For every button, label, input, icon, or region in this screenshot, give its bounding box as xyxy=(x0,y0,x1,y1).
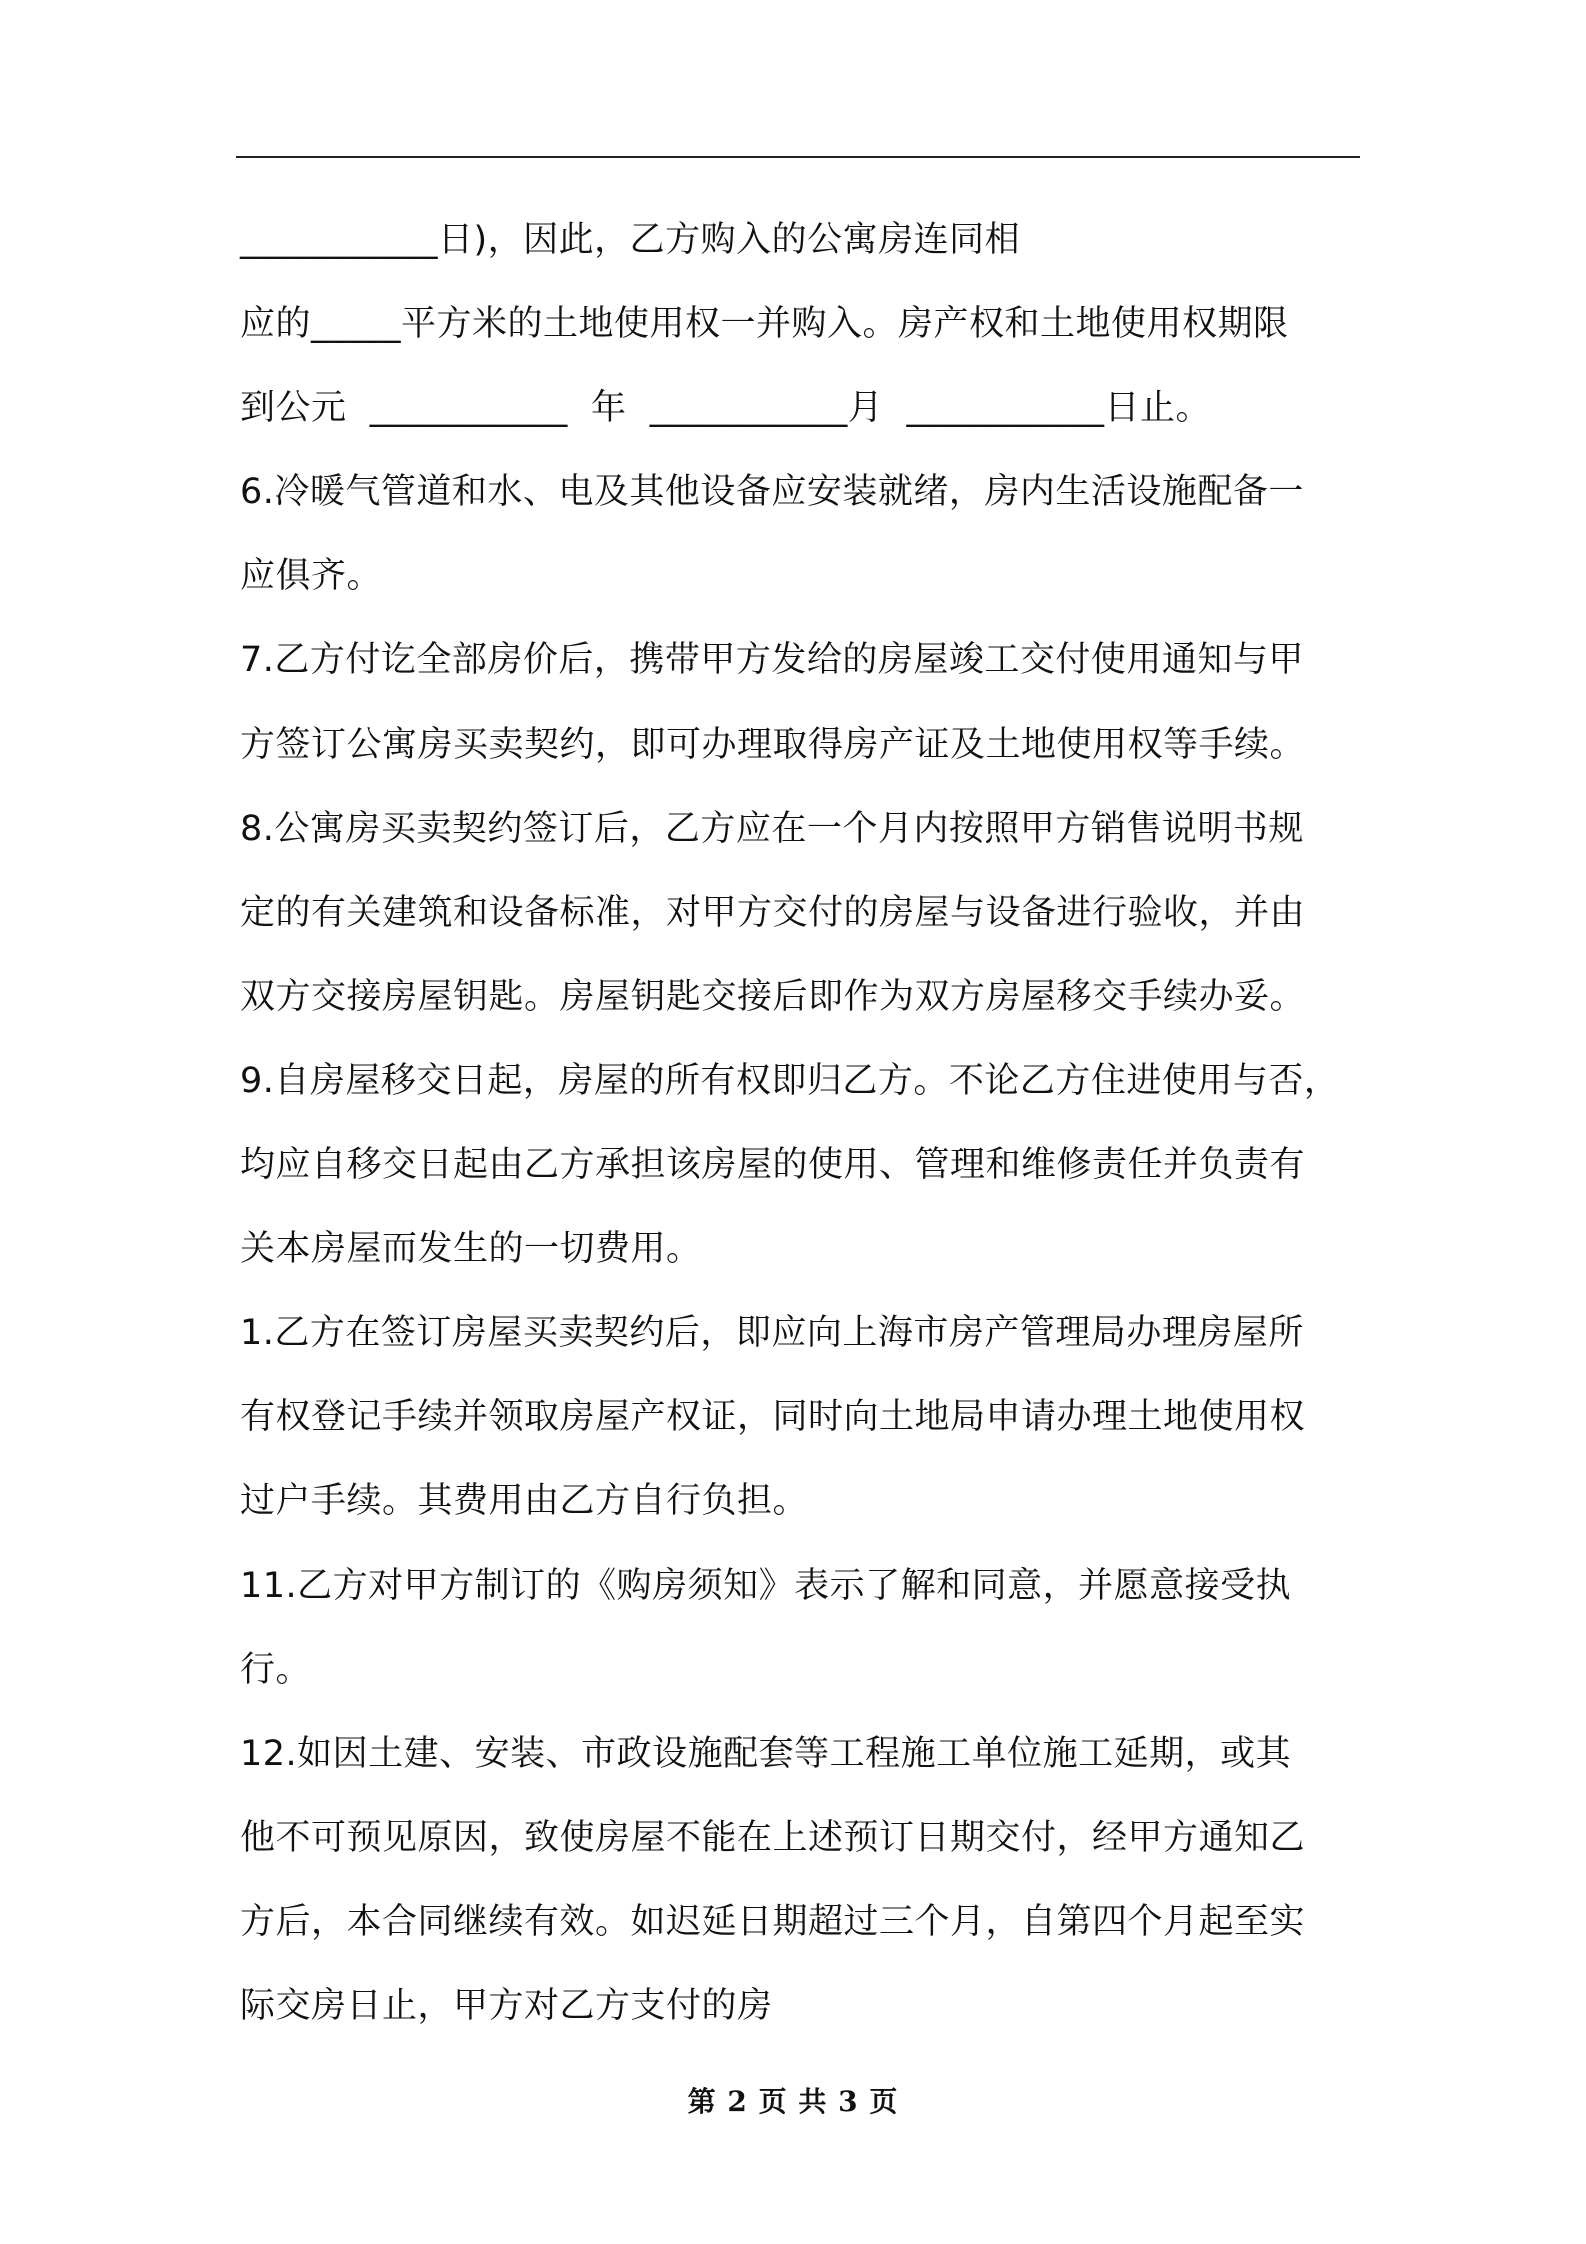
text-line: 行。 xyxy=(240,1649,312,1690)
text-line: 8.公寓房买卖契约签订后，乙方应在一个月内按照甲方销售说明书规 xyxy=(240,808,1304,849)
text-line: 定的有关建筑和设备标准，对甲方交付的房屋与设备进行验收，并由 xyxy=(240,892,1306,933)
page-number: 第 2 页 共 3 页 xyxy=(687,2085,899,2118)
text-line: 11.乙方对甲方制订的《购房须知》表示了解和同意，并愿意接受执 xyxy=(240,1565,1292,1606)
text-line: 方签订公寓房买卖契约，即可办理取得房产证及土地使用权等手续。 xyxy=(240,724,1306,765)
text-line: 12.如因土建、安装、市政设施配套等工程施工单位施工延期，或其 xyxy=(240,1733,1292,1774)
text-line: 他不可预见原因，致使房屋不能在上述预订日期交付，经甲方通知乙 xyxy=(240,1817,1306,1858)
text-line: 应的_____平方米的土地使用权一并购入。房产权和土地使用权期限 xyxy=(240,304,1289,345)
text-line: 1.乙方在签订房屋买卖契约后，即应向上海市房产管理局办理房屋所 xyxy=(240,1313,1304,1354)
text-line: 关本房屋而发生的一切费用。 xyxy=(240,1229,702,1270)
header-rule xyxy=(236,156,1360,158)
text-line: 方后，本合同继续有效。如迟延日期超过三个月，自第四个月起至实 xyxy=(240,1901,1306,1942)
document-body xyxy=(240,198,1364,2048)
text-line: 6.冷暖气管道和水、电及其他设备应安装就绪，房内生活设施配备一 xyxy=(240,472,1304,513)
text-line: 过户手续。其费用由乙方自行负担。 xyxy=(240,1481,809,1522)
text-line: ___________日)，因此，乙方购入的公寓房连同相 xyxy=(240,220,1021,260)
text-line: 到公元 ___________ 年 ___________月 ___________日止。 xyxy=(240,388,1212,429)
text-line: 际交房日止，甲方对乙方支付的房 xyxy=(240,1985,773,2026)
text-line: 7.乙方付讫全部房价后，携带甲方发给的房屋竣工交付使用通知与甲 xyxy=(240,640,1304,681)
text-line: 均应自移交日起由乙方承担该房屋的使用、管理和维修责任并负责有 xyxy=(240,1145,1306,1186)
text-line: 有权登记手续并领取房屋产权证，同时向土地局申请办理土地使用权 xyxy=(240,1397,1306,1438)
text-line: 应俱齐。 xyxy=(240,556,383,597)
text-line: 双方交接房屋钥匙。房屋钥匙交接后即作为双方房屋移交手续办妥。 xyxy=(240,976,1306,1017)
text-line: 9.自房屋移交日起，房屋的所有权即归乙方。不论乙方住进使用与否， xyxy=(240,1060,1340,1101)
